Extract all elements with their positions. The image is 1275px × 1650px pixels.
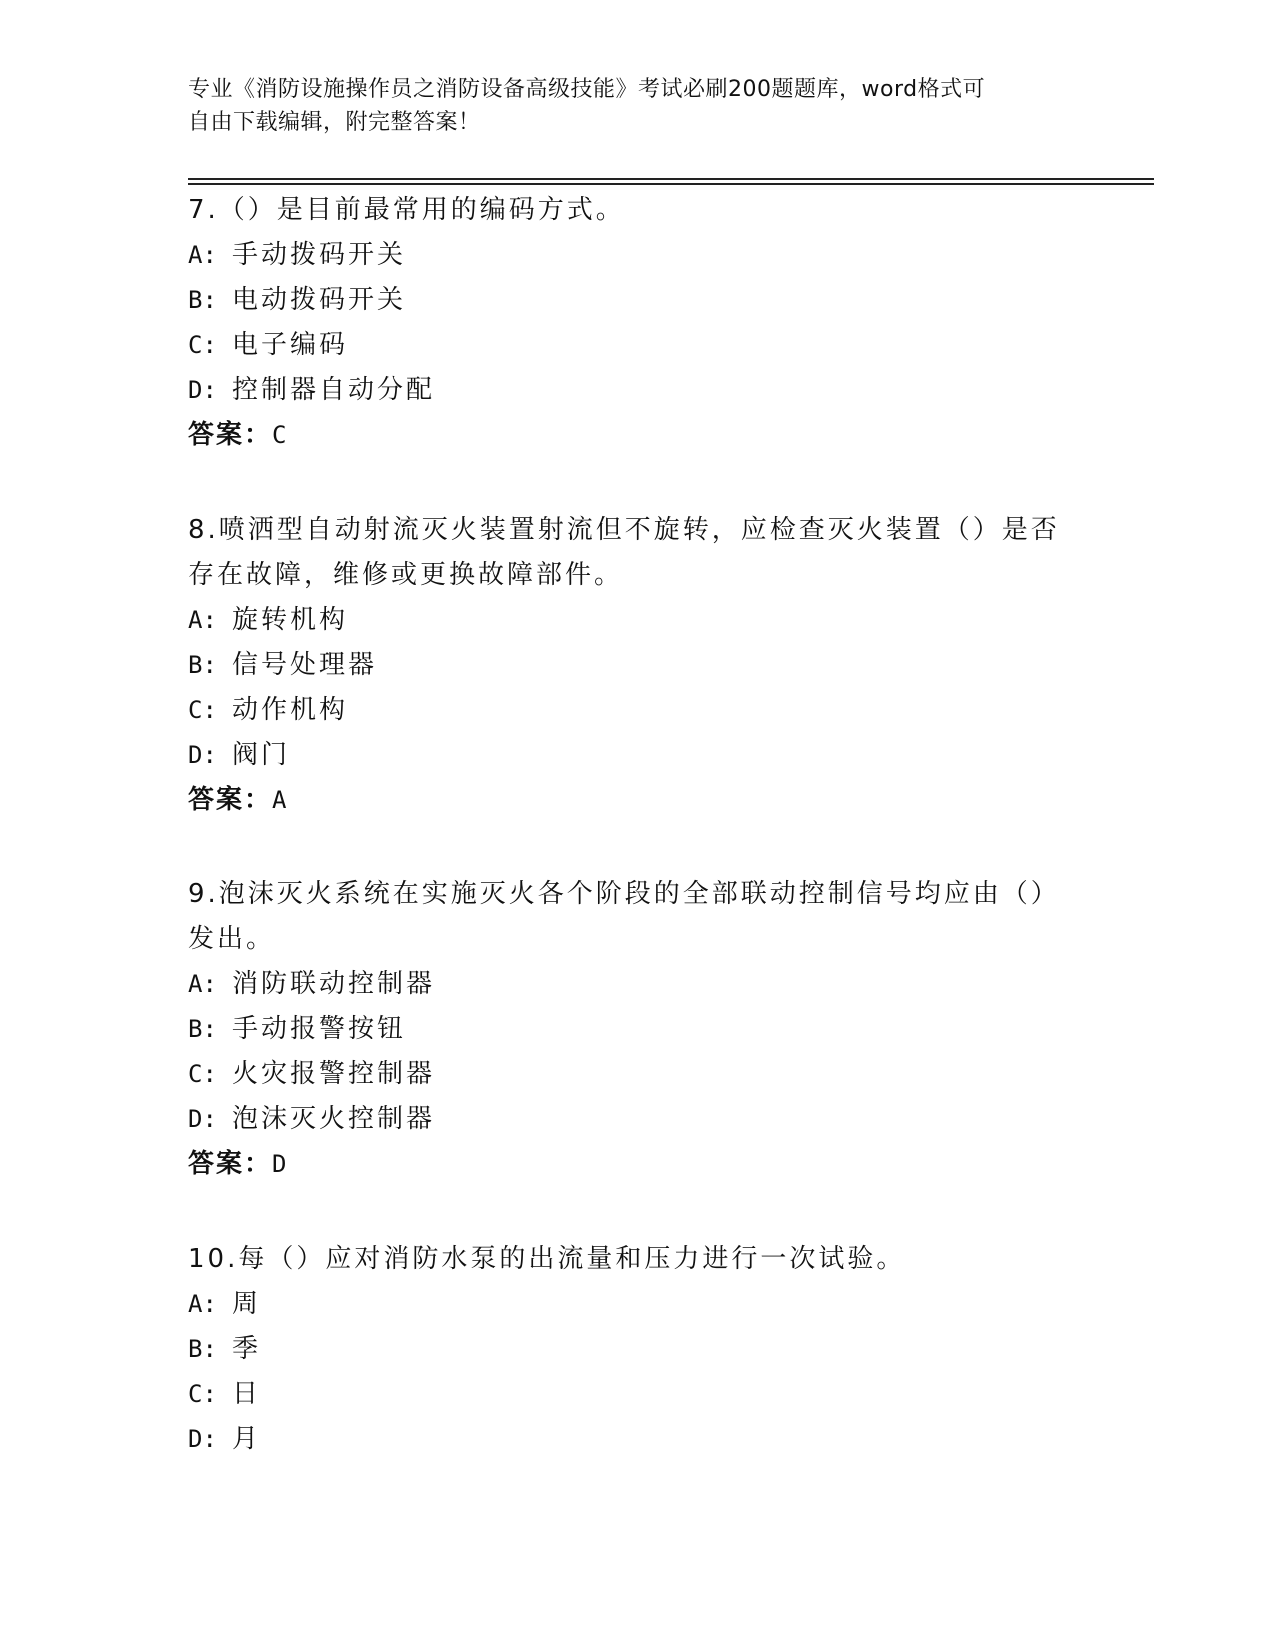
option-c bbox=[188, 323, 1068, 368]
header-divider-top bbox=[188, 178, 1154, 180]
option-text: 泡沫灭火控制器 bbox=[232, 1104, 436, 1134]
question-9 bbox=[188, 872, 1068, 1187]
option-letter: A: bbox=[188, 970, 217, 998]
header-line-1: 专业《消防设施操作员之消防设备高级技能》考试必刷200题题库，word格式可 bbox=[188, 77, 986, 102]
option-text: 电子编码 bbox=[232, 330, 349, 360]
answer-label: 答案： bbox=[188, 420, 273, 450]
option-letter: B: bbox=[188, 286, 217, 314]
option-letter: B: bbox=[188, 1335, 217, 1363]
option-letter: C: bbox=[188, 696, 217, 724]
option-letter: B: bbox=[188, 651, 217, 679]
option-text: 消防联动控制器 bbox=[232, 969, 436, 999]
option-a bbox=[188, 233, 1068, 278]
option-letter: D: bbox=[188, 1105, 217, 1133]
option-b bbox=[188, 1327, 1068, 1372]
option-letter: A: bbox=[188, 1290, 217, 1318]
question-7 bbox=[188, 188, 1068, 458]
question-stem: 9.泡沫灭火系统在实施灭火各个阶段的全部联动控制信号均应由（）发出。 bbox=[188, 879, 1060, 954]
option-letter: D: bbox=[188, 1425, 217, 1453]
option-text: 日 bbox=[232, 1379, 262, 1409]
option-d bbox=[188, 1417, 1068, 1462]
option-a bbox=[188, 962, 1068, 1007]
option-letter: B: bbox=[188, 1015, 217, 1043]
option-c bbox=[188, 1052, 1068, 1097]
option-text: 动作机构 bbox=[232, 695, 349, 725]
answer-line bbox=[188, 1142, 1068, 1187]
header-line-2: 自由下载编辑，附完整答案！ bbox=[188, 110, 481, 135]
option-letter: D: bbox=[188, 741, 217, 769]
option-text: 电动拨码开关 bbox=[232, 285, 407, 315]
option-d bbox=[188, 733, 1068, 778]
answer-label: 答案： bbox=[188, 785, 273, 815]
question-stem: 10.每（）应对消防水泵的出流量和压力进行一次试验。 bbox=[188, 1244, 906, 1274]
option-a bbox=[188, 1282, 1068, 1327]
option-text: 季 bbox=[232, 1334, 262, 1364]
option-text: 信号处理器 bbox=[232, 650, 378, 680]
header-divider-bottom bbox=[188, 183, 1154, 185]
option-b bbox=[188, 1007, 1068, 1052]
option-text: 控制器自动分配 bbox=[232, 375, 436, 405]
answer-value: A bbox=[272, 786, 289, 814]
option-letter: C: bbox=[188, 1060, 217, 1088]
question-stem: 8.喷洒型自动射流灭火装置射流但不旋转，应检查灭火装置（）是否存在故障，维修或更换故障部件。 bbox=[188, 515, 1060, 590]
question-stem: 7.（）是目前最常用的编码方式。 bbox=[188, 195, 625, 225]
option-a bbox=[188, 598, 1068, 643]
answer-line bbox=[188, 413, 1068, 458]
option-text: 手动拨码开关 bbox=[232, 240, 407, 270]
option-text: 旋转机构 bbox=[232, 605, 349, 635]
answer-value: D bbox=[272, 1150, 289, 1178]
option-text: 火灾报警控制器 bbox=[232, 1059, 436, 1089]
question-10 bbox=[188, 1237, 1068, 1462]
option-text: 阀门 bbox=[232, 740, 291, 770]
answer-value: C bbox=[272, 421, 289, 449]
option-d bbox=[188, 1097, 1068, 1142]
document-header bbox=[188, 73, 1068, 139]
option-d bbox=[188, 368, 1068, 413]
option-letter: D: bbox=[188, 376, 217, 404]
option-c bbox=[188, 1372, 1068, 1417]
option-b bbox=[188, 643, 1068, 688]
option-text: 月 bbox=[232, 1424, 262, 1454]
option-text: 周 bbox=[232, 1289, 262, 1319]
option-letter: C: bbox=[188, 331, 217, 359]
option-letter: A: bbox=[188, 241, 217, 269]
option-c bbox=[188, 688, 1068, 733]
option-letter: C: bbox=[188, 1380, 217, 1408]
question-8 bbox=[188, 508, 1068, 823]
answer-label: 答案： bbox=[188, 1149, 273, 1179]
option-b bbox=[188, 278, 1068, 323]
option-text: 手动报警按钮 bbox=[232, 1014, 407, 1044]
answer-line bbox=[188, 778, 1068, 823]
option-letter: A: bbox=[188, 606, 217, 634]
